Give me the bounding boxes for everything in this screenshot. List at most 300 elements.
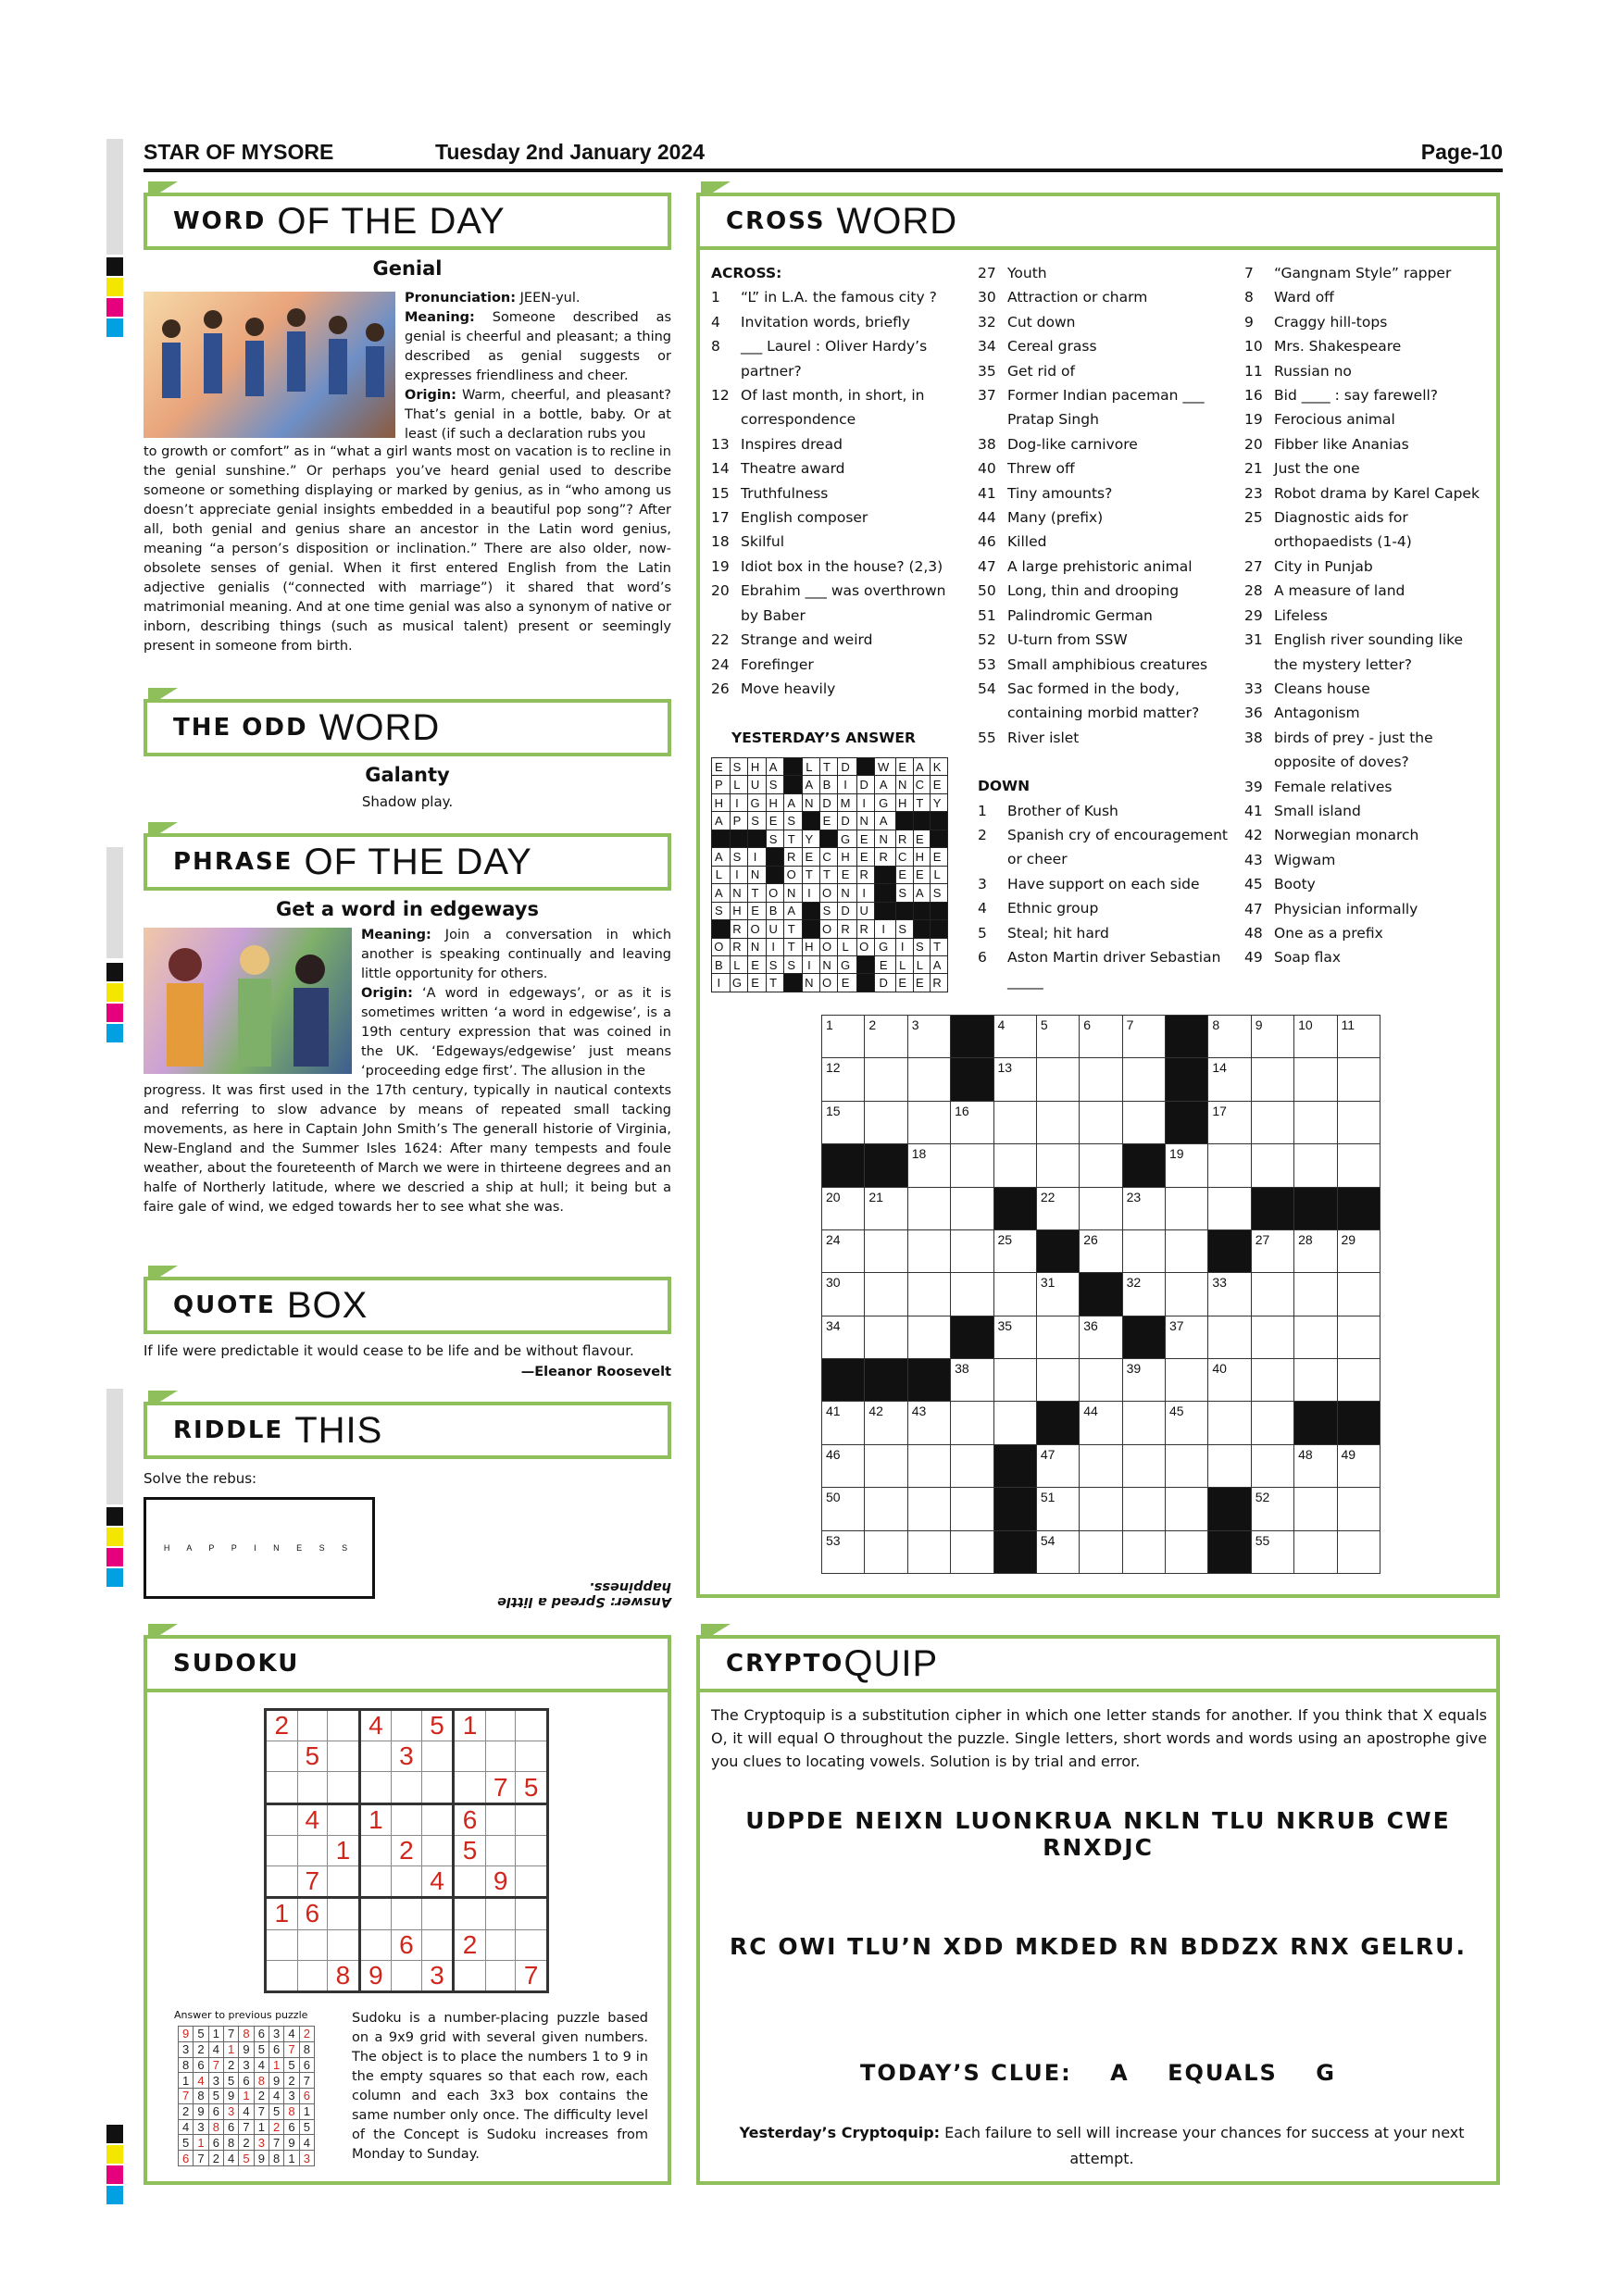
crossword-cell[interactable] xyxy=(1036,1058,1079,1101)
crossword-cell[interactable] xyxy=(1294,1016,1337,1058)
crossword-cell[interactable] xyxy=(1251,1359,1293,1402)
yesterday-cell: E xyxy=(856,830,875,847)
crossword-cell[interactable] xyxy=(1080,1359,1122,1402)
yesterday-cell: O xyxy=(819,974,838,992)
crossword-cell[interactable] xyxy=(1080,1229,1122,1272)
crossword-cell[interactable] xyxy=(1080,1530,1122,1574)
sudoku-cell[interactable] xyxy=(516,1835,548,1866)
crossword-cell[interactable] xyxy=(1036,1016,1079,1058)
crossword-cell[interactable] xyxy=(1337,1229,1380,1272)
cell-number: 51 xyxy=(1040,1490,1056,1505)
cell-number: 5 xyxy=(1040,1017,1048,1032)
cell-number: 55 xyxy=(1255,1532,1270,1548)
sudoku-cell[interactable] xyxy=(421,1741,454,1772)
crossword-cell[interactable] xyxy=(1251,1444,1293,1487)
crossword-cell[interactable] xyxy=(993,1101,1036,1143)
black-square xyxy=(951,1058,993,1101)
black-square xyxy=(951,1016,993,1058)
crossword-cell[interactable] xyxy=(1294,1273,1337,1316)
crossword-cell[interactable] xyxy=(1294,1530,1337,1574)
crossword-cell[interactable] xyxy=(1337,1273,1380,1316)
previous-sudoku-cell: 1 xyxy=(223,2041,238,2057)
across-clue-52 xyxy=(978,628,1232,652)
previous-sudoku-cell: 6 xyxy=(179,2151,194,2166)
crossword-cell[interactable] xyxy=(1251,1488,1293,1530)
sudoku-cell[interactable] xyxy=(421,1835,454,1866)
cell-number: 12 xyxy=(826,1060,841,1076)
sudoku-cell[interactable] xyxy=(392,1772,422,1803)
crossword-cell[interactable] xyxy=(1166,1273,1208,1316)
previous-sudoku-cell: 4 xyxy=(254,2057,269,2073)
crossword-cell[interactable] xyxy=(1294,1444,1337,1487)
clue-number: 25 xyxy=(1244,509,1263,527)
yesterday-cell xyxy=(730,830,748,847)
crossword-cell[interactable] xyxy=(1036,1316,1079,1358)
across-clue-27 xyxy=(978,261,1232,285)
crossword-cell[interactable] xyxy=(1208,1016,1251,1058)
clue-number: 5 xyxy=(978,924,987,942)
crossword-cell[interactable] xyxy=(1036,1187,1079,1229)
yesterday-cell: A xyxy=(913,884,931,902)
crossword-cell[interactable] xyxy=(865,1402,907,1444)
sudoku-cell[interactable] xyxy=(266,1960,298,1991)
crossword-cell[interactable] xyxy=(1251,1273,1293,1316)
sudoku-cell[interactable] xyxy=(454,1772,486,1803)
crossword-cell[interactable] xyxy=(1294,1058,1337,1101)
crossword-cell[interactable] xyxy=(1122,1359,1165,1402)
sudoku-cell[interactable] xyxy=(359,1929,392,1960)
clue-number: 17 xyxy=(711,509,730,527)
crossword-cell[interactable] xyxy=(1166,1359,1208,1402)
phrase-title: Get a word in edgeways xyxy=(276,898,539,920)
crossword-cell[interactable] xyxy=(1337,1101,1380,1143)
crossword-cell[interactable] xyxy=(907,1101,950,1143)
sudoku-cell[interactable] xyxy=(328,1710,360,1741)
crossword-cell[interactable] xyxy=(1122,1402,1165,1444)
yesterday-cell xyxy=(913,920,931,938)
crossword-cell[interactable] xyxy=(822,1444,865,1487)
yesterday-cell: C xyxy=(819,848,838,866)
crossword-cell[interactable] xyxy=(1251,1016,1293,1058)
previous-sudoku-cell: 7 xyxy=(194,2151,208,2166)
sudoku-cell[interactable] xyxy=(516,1929,548,1960)
crossword-cell[interactable] xyxy=(822,1101,865,1143)
cell-number: 34 xyxy=(826,1317,841,1333)
yesterday-cell: T xyxy=(819,866,838,883)
yesterday-cell: R xyxy=(856,866,875,883)
yesterday-cell: D xyxy=(875,974,895,992)
crossword-cell[interactable] xyxy=(1294,1229,1337,1272)
sudoku-cell[interactable] xyxy=(328,1929,360,1960)
crossword-cell[interactable] xyxy=(1337,1444,1380,1487)
yesterday-cell: O xyxy=(748,920,767,938)
crossword-cell[interactable] xyxy=(907,1444,950,1487)
yesterday-cell: E xyxy=(766,812,784,830)
sudoku-cell[interactable] xyxy=(392,1710,422,1741)
clue-text: One as a prefix xyxy=(1274,924,1383,942)
yesterday-cell: E xyxy=(895,866,913,883)
sudoku-cell[interactable] xyxy=(485,1741,516,1772)
sudoku-cell[interactable] xyxy=(392,1866,422,1898)
phrase-origin-continued xyxy=(144,1081,671,1263)
crossword-cell[interactable] xyxy=(1251,1530,1293,1574)
down-clue-7 xyxy=(1244,261,1490,285)
sudoku-cell[interactable] xyxy=(328,1741,360,1772)
crossword-cell[interactable] xyxy=(1166,1187,1208,1229)
crossword-cell[interactable] xyxy=(1166,1444,1208,1487)
sudoku-cell[interactable] xyxy=(516,1710,548,1741)
sudoku-cell[interactable] xyxy=(516,1741,548,1772)
across-clue-30 xyxy=(978,285,1232,309)
crossword-cell[interactable] xyxy=(822,1058,865,1101)
crossword-cell[interactable] xyxy=(822,1016,865,1058)
section-title-big: QUIP xyxy=(843,1642,939,1684)
yesterday-cell: E xyxy=(931,848,948,866)
cell-number: 9 xyxy=(1255,1017,1263,1032)
crossword-cell[interactable] xyxy=(1208,1273,1251,1316)
crossword-cell[interactable] xyxy=(907,1488,950,1530)
crossword-cell[interactable] xyxy=(1208,1144,1251,1187)
sudoku-cell[interactable] xyxy=(359,1741,392,1772)
crossword-cell[interactable] xyxy=(907,1229,950,1272)
crossword-cell[interactable] xyxy=(822,1187,865,1229)
previous-sudoku-cell: 7 xyxy=(284,2041,299,2057)
sudoku-cell[interactable] xyxy=(454,1741,486,1772)
crossword-cell[interactable] xyxy=(1166,1402,1208,1444)
crossword-cell[interactable] xyxy=(907,1402,950,1444)
crossword-cell[interactable] xyxy=(1294,1488,1337,1530)
crossword-cell[interactable] xyxy=(907,1273,950,1316)
crossword-cell[interactable] xyxy=(1122,1273,1165,1316)
crossword-cell[interactable] xyxy=(1122,1444,1165,1487)
crossword-cell[interactable] xyxy=(1036,1530,1079,1574)
crossword-cell[interactable] xyxy=(907,1016,950,1058)
sudoku-cell[interactable] xyxy=(266,1803,298,1835)
crossword-cell[interactable] xyxy=(1337,1316,1380,1358)
sudoku-cell[interactable] xyxy=(454,1898,486,1929)
crossword-cell[interactable] xyxy=(865,1530,907,1574)
crossword-cell[interactable] xyxy=(1036,1273,1079,1316)
crossword-cell[interactable] xyxy=(993,1229,1036,1272)
crossword-cell[interactable] xyxy=(1166,1488,1208,1530)
sudoku-cell[interactable] xyxy=(516,1898,548,1929)
sudoku-cell[interactable] xyxy=(485,1898,516,1929)
crossword-cell[interactable] xyxy=(907,1144,950,1187)
crossword-cell[interactable] xyxy=(1122,1101,1165,1143)
sudoku-cell[interactable] xyxy=(328,1898,360,1929)
crossword-cell[interactable] xyxy=(822,1488,865,1530)
crossword-cell[interactable] xyxy=(951,1187,993,1229)
previous-sudoku-cell: 9 xyxy=(254,2151,269,2166)
previous-sudoku-cell: 3 xyxy=(299,2151,314,2166)
sudoku-cell[interactable] xyxy=(359,1772,392,1803)
crossword-cell[interactable] xyxy=(1294,1316,1337,1358)
yesterday-cell: A xyxy=(913,758,931,776)
down-clue-49 xyxy=(1244,945,1490,969)
crossword-cell[interactable] xyxy=(1122,1530,1165,1574)
crossword-cell[interactable] xyxy=(993,1016,1036,1058)
clue-number: 6 xyxy=(978,948,987,966)
crossword-cell[interactable] xyxy=(1337,1530,1380,1574)
crossword-cell[interactable] xyxy=(1166,1144,1208,1187)
clue-text: Idiot box in the house? (2,3) xyxy=(741,557,943,575)
sudoku-cell[interactable] xyxy=(421,1772,454,1803)
crossword-cell[interactable] xyxy=(993,1058,1036,1101)
crossword-cell[interactable] xyxy=(1080,1187,1122,1229)
crossword-cell[interactable] xyxy=(822,1229,865,1272)
crossword-cell[interactable] xyxy=(1080,1058,1122,1101)
crossword-cell[interactable] xyxy=(865,1058,907,1101)
crossword-cell[interactable] xyxy=(865,1016,907,1058)
previous-sudoku-cell: 8 xyxy=(208,2119,223,2135)
sudoku-cell[interactable] xyxy=(328,1772,360,1803)
sudoku-cell[interactable] xyxy=(328,1866,360,1898)
crossword-cell[interactable] xyxy=(1122,1229,1165,1272)
crossword-cell[interactable] xyxy=(1337,1359,1380,1402)
sudoku-cell[interactable] xyxy=(297,1960,328,1991)
clue-text: Strange and weird xyxy=(741,631,873,649)
crossword-cell[interactable] xyxy=(865,1273,907,1316)
crossword-cell[interactable] xyxy=(1208,1187,1251,1229)
crossword-cell[interactable] xyxy=(1208,1058,1251,1101)
sudoku-cell[interactable] xyxy=(454,1960,486,1991)
crossword-cell[interactable] xyxy=(951,1488,993,1530)
crossword-cell[interactable] xyxy=(1208,1359,1251,1402)
crossword-cell[interactable] xyxy=(1122,1488,1165,1530)
yesterday-cell: T xyxy=(931,938,948,955)
yesterday-cell xyxy=(766,866,784,883)
yesterday-cell: A xyxy=(766,758,784,776)
yesterday-cell: L xyxy=(838,938,857,955)
crossword-cell[interactable] xyxy=(951,1144,993,1187)
crossword-cell[interactable] xyxy=(1294,1101,1337,1143)
sudoku-cell[interactable] xyxy=(485,1710,516,1741)
down-clue-19 xyxy=(1244,407,1490,431)
sudoku-cell[interactable] xyxy=(359,1835,392,1866)
crossword-cell[interactable] xyxy=(1251,1402,1293,1444)
crossword-cell[interactable] xyxy=(1294,1144,1337,1187)
yesterday-cell: E xyxy=(748,902,767,919)
crossword-cell[interactable] xyxy=(1251,1058,1293,1101)
yesterday-cell: G xyxy=(838,830,857,847)
yesterday-cell: I xyxy=(895,938,913,955)
across-clue-12 xyxy=(711,383,966,432)
crossword-cell[interactable] xyxy=(993,1402,1036,1444)
crossword-cell[interactable] xyxy=(822,1530,865,1574)
cell-number: 11 xyxy=(1341,1017,1355,1032)
sudoku-cell[interactable] xyxy=(516,1866,548,1898)
crossword-cell[interactable] xyxy=(1080,1316,1122,1358)
cell-number: 52 xyxy=(1255,1490,1270,1505)
clue-text: Inspires dread xyxy=(741,435,843,453)
yesterday-cell: L xyxy=(913,955,931,973)
crossword-cell[interactable] xyxy=(907,1058,950,1101)
crossword-cell[interactable] xyxy=(1166,1229,1208,1272)
clue-text: Long, thin and drooping xyxy=(1007,582,1180,600)
sudoku-cell[interactable] xyxy=(297,1835,328,1866)
yesterday-cell: E xyxy=(895,974,913,992)
crossword-cell[interactable] xyxy=(865,1316,907,1358)
crossword-cell[interactable] xyxy=(1337,1144,1380,1187)
across-clue-41 xyxy=(978,481,1232,505)
yesterday-cell: T xyxy=(819,758,838,776)
across-clue-54 xyxy=(978,677,1232,726)
crossword-cell[interactable] xyxy=(951,1359,993,1402)
previous-sudoku-cell: 3 xyxy=(269,2027,283,2042)
crossword-cell[interactable] xyxy=(1166,1316,1208,1358)
clue-text: Cut down xyxy=(1007,313,1076,331)
previous-sudoku-cell: 2 xyxy=(299,2027,314,2042)
down-clue-23 xyxy=(1244,481,1490,505)
yesterday-cell xyxy=(931,812,948,830)
down-clue-20 xyxy=(1244,432,1490,456)
clue-text: Skilful xyxy=(741,533,785,551)
sudoku-cell[interactable] xyxy=(454,1866,486,1898)
crossword-cell[interactable] xyxy=(1251,1144,1293,1187)
sudoku-cell[interactable] xyxy=(359,1866,392,1898)
sudoku-cell[interactable] xyxy=(266,1772,298,1803)
yesterday-cell: H xyxy=(730,902,748,919)
crossword-cell[interactable] xyxy=(1036,1488,1079,1530)
sudoku-cell[interactable] xyxy=(297,1929,328,1960)
yesterday-cell: R xyxy=(730,938,748,955)
crossword-cell[interactable] xyxy=(1036,1359,1079,1402)
crossword-cell[interactable] xyxy=(1080,1144,1122,1187)
crossword-cell[interactable] xyxy=(1208,1444,1251,1487)
crossword-cell[interactable] xyxy=(1080,1101,1122,1143)
clue-text: Get rid of xyxy=(1007,362,1075,380)
across-clues-col1 xyxy=(711,261,966,701)
crossword-cell[interactable] xyxy=(1036,1101,1079,1143)
crossword-cell[interactable] xyxy=(865,1229,907,1272)
crossword-cell[interactable] xyxy=(1036,1444,1079,1487)
yesterday-cell: L xyxy=(730,955,748,973)
sudoku-cell[interactable] xyxy=(392,1898,422,1929)
crossword-cell[interactable] xyxy=(1251,1316,1293,1358)
sudoku-cell[interactable] xyxy=(297,1772,328,1803)
crossword-cell[interactable] xyxy=(865,1187,907,1229)
crossword-cell[interactable] xyxy=(1080,1016,1122,1058)
crossword-cell[interactable] xyxy=(822,1273,865,1316)
crossword-grid[interactable] xyxy=(821,1015,1380,1574)
crossword-cell[interactable] xyxy=(951,1101,993,1143)
crossword-cell[interactable] xyxy=(865,1101,907,1143)
cell-number: 26 xyxy=(1083,1231,1098,1247)
sudoku-cell[interactable] xyxy=(421,1929,454,1960)
cell-number: 30 xyxy=(826,1275,841,1291)
sudoku-cell[interactable] xyxy=(297,1710,328,1741)
sudoku-cell[interactable] xyxy=(328,1803,360,1835)
yesterday-cell: S xyxy=(931,884,948,902)
sudoku-cell[interactable] xyxy=(266,1866,298,1898)
crossword-cell[interactable] xyxy=(1208,1316,1251,1358)
riddle-answer-upside-down: Answer: Spread a little happiness. xyxy=(497,1579,671,1609)
clue-number: 31 xyxy=(1244,631,1263,649)
crossword-cell[interactable] xyxy=(865,1444,907,1487)
sudoku-cell[interactable] xyxy=(266,1929,298,1960)
cell-number: 23 xyxy=(1126,1189,1142,1204)
crossword-cell[interactable] xyxy=(1251,1101,1293,1143)
crossword-cell[interactable] xyxy=(1337,1488,1380,1530)
sudoku-cell: 1 xyxy=(454,1710,486,1741)
crossword-cell[interactable] xyxy=(822,1402,865,1444)
sudoku-cell[interactable] xyxy=(485,1929,516,1960)
crossword-cell[interactable] xyxy=(1166,1530,1208,1574)
previous-sudoku-cell: 9 xyxy=(239,2041,254,2057)
crossword-cell[interactable] xyxy=(951,1273,993,1316)
across-clue-13 xyxy=(711,432,966,456)
yesterday-cell: N xyxy=(748,866,767,883)
cell-number: 46 xyxy=(826,1446,841,1462)
crossword-cell[interactable] xyxy=(1251,1229,1293,1272)
clue-number: 47 xyxy=(1244,900,1263,917)
sudoku-cell[interactable] xyxy=(266,1741,298,1772)
clue-number: 18 xyxy=(711,533,730,551)
crossword-cell[interactable] xyxy=(1080,1444,1122,1487)
sudoku-cell[interactable] xyxy=(266,1835,298,1866)
sudoku-cell[interactable] xyxy=(359,1898,392,1929)
crossword-cell[interactable] xyxy=(1294,1359,1337,1402)
crossword-cell[interactable] xyxy=(951,1444,993,1487)
yesterday-cell: R xyxy=(931,974,948,992)
yesterday-cell: N xyxy=(838,884,857,902)
crossword-cell[interactable] xyxy=(822,1316,865,1358)
previous-sudoku-cell: 2 xyxy=(208,2151,223,2166)
sudoku-cell[interactable] xyxy=(485,1835,516,1866)
crossword-cell[interactable] xyxy=(1122,1058,1165,1101)
crossword-cell[interactable] xyxy=(1337,1016,1380,1058)
crossword-cell[interactable] xyxy=(951,1530,993,1574)
yesterday-cell: G xyxy=(838,955,857,973)
crossword-cell[interactable] xyxy=(1080,1488,1122,1530)
sudoku-cell[interactable] xyxy=(421,1898,454,1929)
crossword-cell[interactable] xyxy=(1036,1144,1079,1187)
people-jumping-image xyxy=(144,292,395,438)
crossword-cell[interactable] xyxy=(907,1187,950,1229)
crossword-cell[interactable] xyxy=(1122,1187,1165,1229)
crossword-cell[interactable] xyxy=(1080,1402,1122,1444)
sudoku-cell[interactable] xyxy=(392,1960,422,1991)
section-title-small: RIDDLE xyxy=(173,1416,284,1444)
crossword-cell[interactable] xyxy=(951,1229,993,1272)
previous-sudoku-cell: 4 xyxy=(194,2073,208,2089)
sudoku-cell[interactable] xyxy=(392,1803,422,1835)
crossword-cell[interactable] xyxy=(993,1273,1036,1316)
across-clue-15 xyxy=(711,481,966,505)
crossword-cell[interactable] xyxy=(907,1530,950,1574)
sudoku-cell[interactable] xyxy=(485,1803,516,1835)
sudoku-grid[interactable] xyxy=(264,1708,549,1993)
yesterday-cell: D xyxy=(856,776,875,793)
sudoku-cell[interactable] xyxy=(421,1803,454,1835)
crossword-cell[interactable] xyxy=(907,1316,950,1358)
sudoku-cell[interactable] xyxy=(485,1960,516,1991)
clue-number: 53 xyxy=(978,655,996,673)
crossword-cell[interactable] xyxy=(951,1402,993,1444)
crossword-cell[interactable] xyxy=(1122,1016,1165,1058)
sudoku-cell[interactable] xyxy=(516,1803,548,1835)
yesterday-cell: A xyxy=(712,848,731,866)
black-square xyxy=(1208,1229,1251,1272)
crossword-cell[interactable] xyxy=(1208,1101,1251,1143)
crossword-cell[interactable] xyxy=(993,1316,1036,1358)
crossword-cell[interactable] xyxy=(865,1488,907,1530)
yesterday-cell: R xyxy=(856,920,875,938)
crossword-cell[interactable] xyxy=(993,1359,1036,1402)
crossword-cell[interactable] xyxy=(993,1144,1036,1187)
crossword-cell[interactable] xyxy=(1208,1402,1251,1444)
crossword-cell[interactable] xyxy=(1337,1058,1380,1101)
